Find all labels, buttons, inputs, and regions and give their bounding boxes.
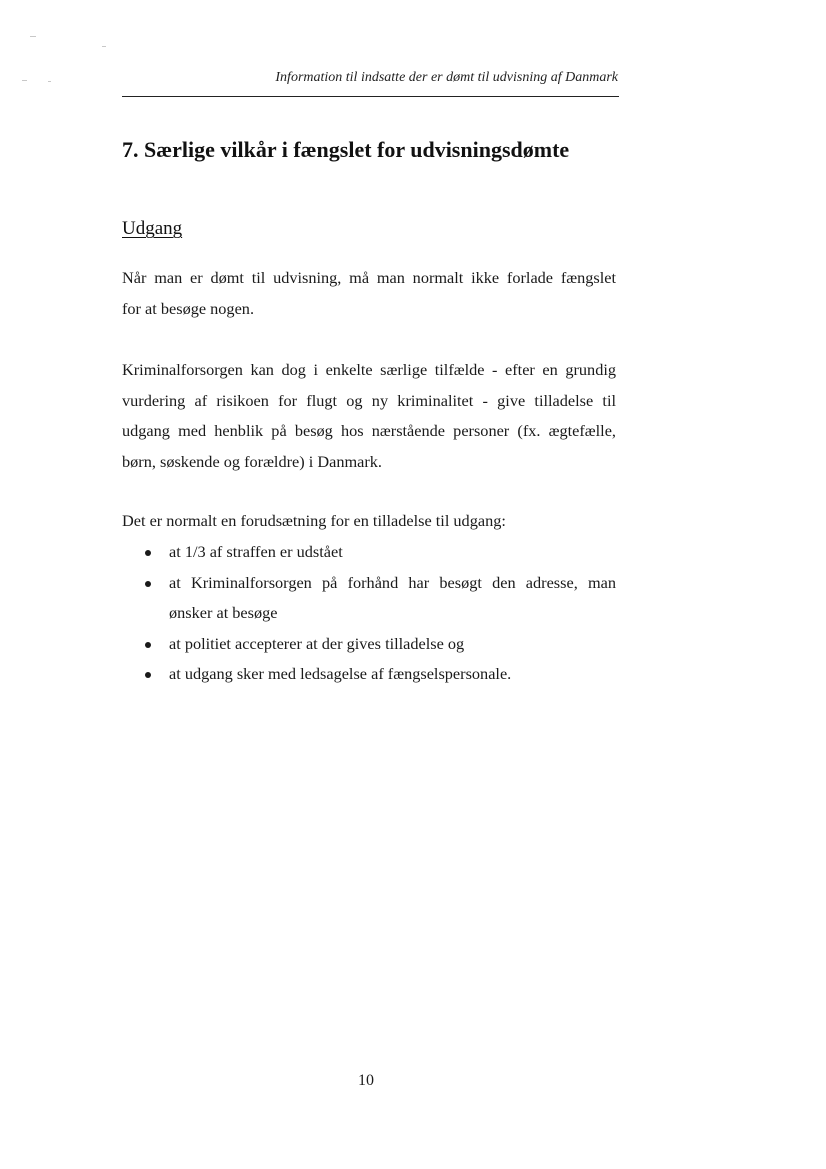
paragraph <box>122 506 616 537</box>
list-item <box>122 568 616 629</box>
list-item <box>122 659 616 690</box>
bullet-icon <box>145 642 151 648</box>
list-item-text <box>169 537 616 568</box>
bullet-list <box>122 537 616 690</box>
paragraph <box>122 263 616 324</box>
chapter-title: 7. Særlige vilkår i fængslet for udvisningsdømte <box>122 137 570 162</box>
list-item <box>122 537 616 568</box>
paragraph-line: børn, søskende og forældre) i Danmark. <box>122 451 382 471</box>
paragraph <box>122 355 616 477</box>
header-rule <box>122 96 619 97</box>
list-item-line: at udgang sker med ledsagelse af fængselspersonale. <box>169 664 512 683</box>
paragraph-line: Kriminalforsorgen kan dog i enkelte særlige tilfælde - efter en grundig <box>122 360 616 379</box>
paragraph-line: Når man er dømt til udvisning, må man normalt ikke forlade fængslet <box>122 268 616 287</box>
list-item-line: ønsker at besøge <box>169 603 278 622</box>
list-item-text <box>169 629 616 660</box>
scan-artifact <box>22 80 27 81</box>
list-item <box>122 629 616 660</box>
section-heading: Udgang <box>122 218 183 239</box>
list-item-line: at Kriminalforsorgen på forhånd har besøgt den adresse, man <box>169 572 616 592</box>
scan-artifact <box>30 36 36 37</box>
running-header: Information til indsatte der er dømt til udvisning af Danmark <box>275 70 618 85</box>
list-item-text <box>169 659 616 690</box>
list-item-text <box>169 568 616 629</box>
paragraph-line: vurdering af risikoen for flugt og ny kriminalitet - give tilladelse til <box>122 390 616 410</box>
paragraph-line: for at besøge nogen. <box>122 298 255 318</box>
paragraph-line: udgang med henblik på besøg hos nærstående personer (fx. ægtefælle, <box>122 421 616 440</box>
scan-artifact <box>48 81 51 82</box>
page-number: 10 <box>358 1072 374 1089</box>
scan-artifact <box>102 46 106 47</box>
paragraph-line: Det er normalt en forudsætning for en tilladelse til udgang: <box>122 511 506 530</box>
bullet-icon <box>145 581 151 587</box>
bullet-icon <box>145 550 151 556</box>
bullet-icon <box>145 672 151 678</box>
list-item-line: at politiet accepterer at der gives tilladelse og <box>169 633 465 653</box>
list-item-line: at 1/3 af straffen er udstået <box>169 542 343 561</box>
